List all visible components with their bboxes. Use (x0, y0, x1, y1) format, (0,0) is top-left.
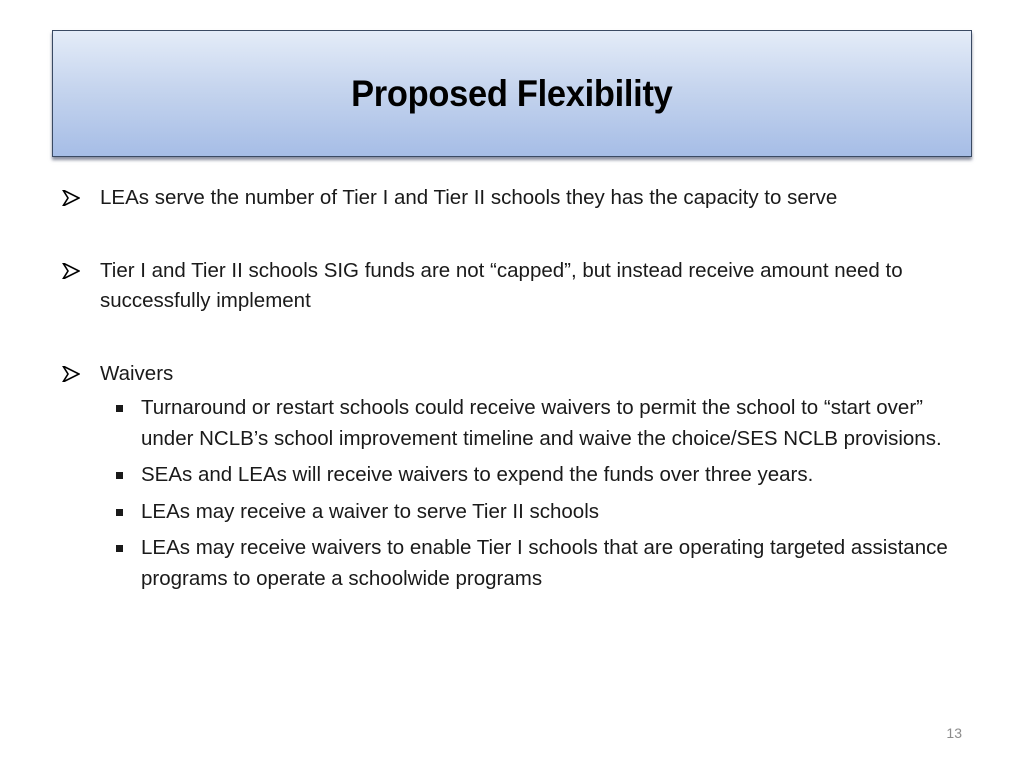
square-bullet-icon (116, 545, 123, 552)
square-bullet-icon (116, 472, 123, 479)
bullet-text: Waivers (100, 362, 174, 385)
sub-bullet-item (100, 393, 962, 454)
title-box (52, 30, 972, 157)
sub-bullet-item (100, 533, 962, 594)
bullet-item (62, 256, 962, 316)
sub-bullet-list (100, 393, 962, 594)
sub-bullet-text: LEAs may receive a waiver to serve Tier II schools (141, 499, 600, 523)
arrow-bullet-icon (62, 263, 80, 279)
arrow-bullet-icon (62, 366, 80, 382)
bullet-text: Tier I and Tier II schools SIG funds are not “capped”, but instead receive amount need to successfully implement (100, 259, 903, 312)
bullet-text: LEAs serve the number of Tier I and Tier II schools they has the capacity to serve (100, 186, 838, 209)
page-number: 13 (946, 725, 962, 741)
arrow-bullet-icon (62, 190, 80, 206)
sub-bullet-text: LEAs may receive waivers to enable Tier I schools that are operating targeted assistance programs to operate a schoolwide programs (141, 536, 948, 590)
sub-bullet-item (100, 497, 962, 528)
bullet-item (62, 359, 962, 594)
bullet-item (62, 183, 962, 213)
square-bullet-icon (116, 509, 123, 516)
square-bullet-icon (116, 405, 123, 412)
sub-bullet-text: SEAs and LEAs will receive waivers to expend the funds over three years. (141, 463, 814, 486)
slide-title: Proposed Flexibility (351, 72, 673, 114)
sub-bullet-text: Turnaround or restart schools could receive waivers to permit the school to “start over” under NCLB’s school improvement timeline and waive the choice/SES NCLB provisions. (141, 396, 942, 450)
sub-bullet-item (100, 460, 962, 491)
slide-content (62, 183, 962, 600)
